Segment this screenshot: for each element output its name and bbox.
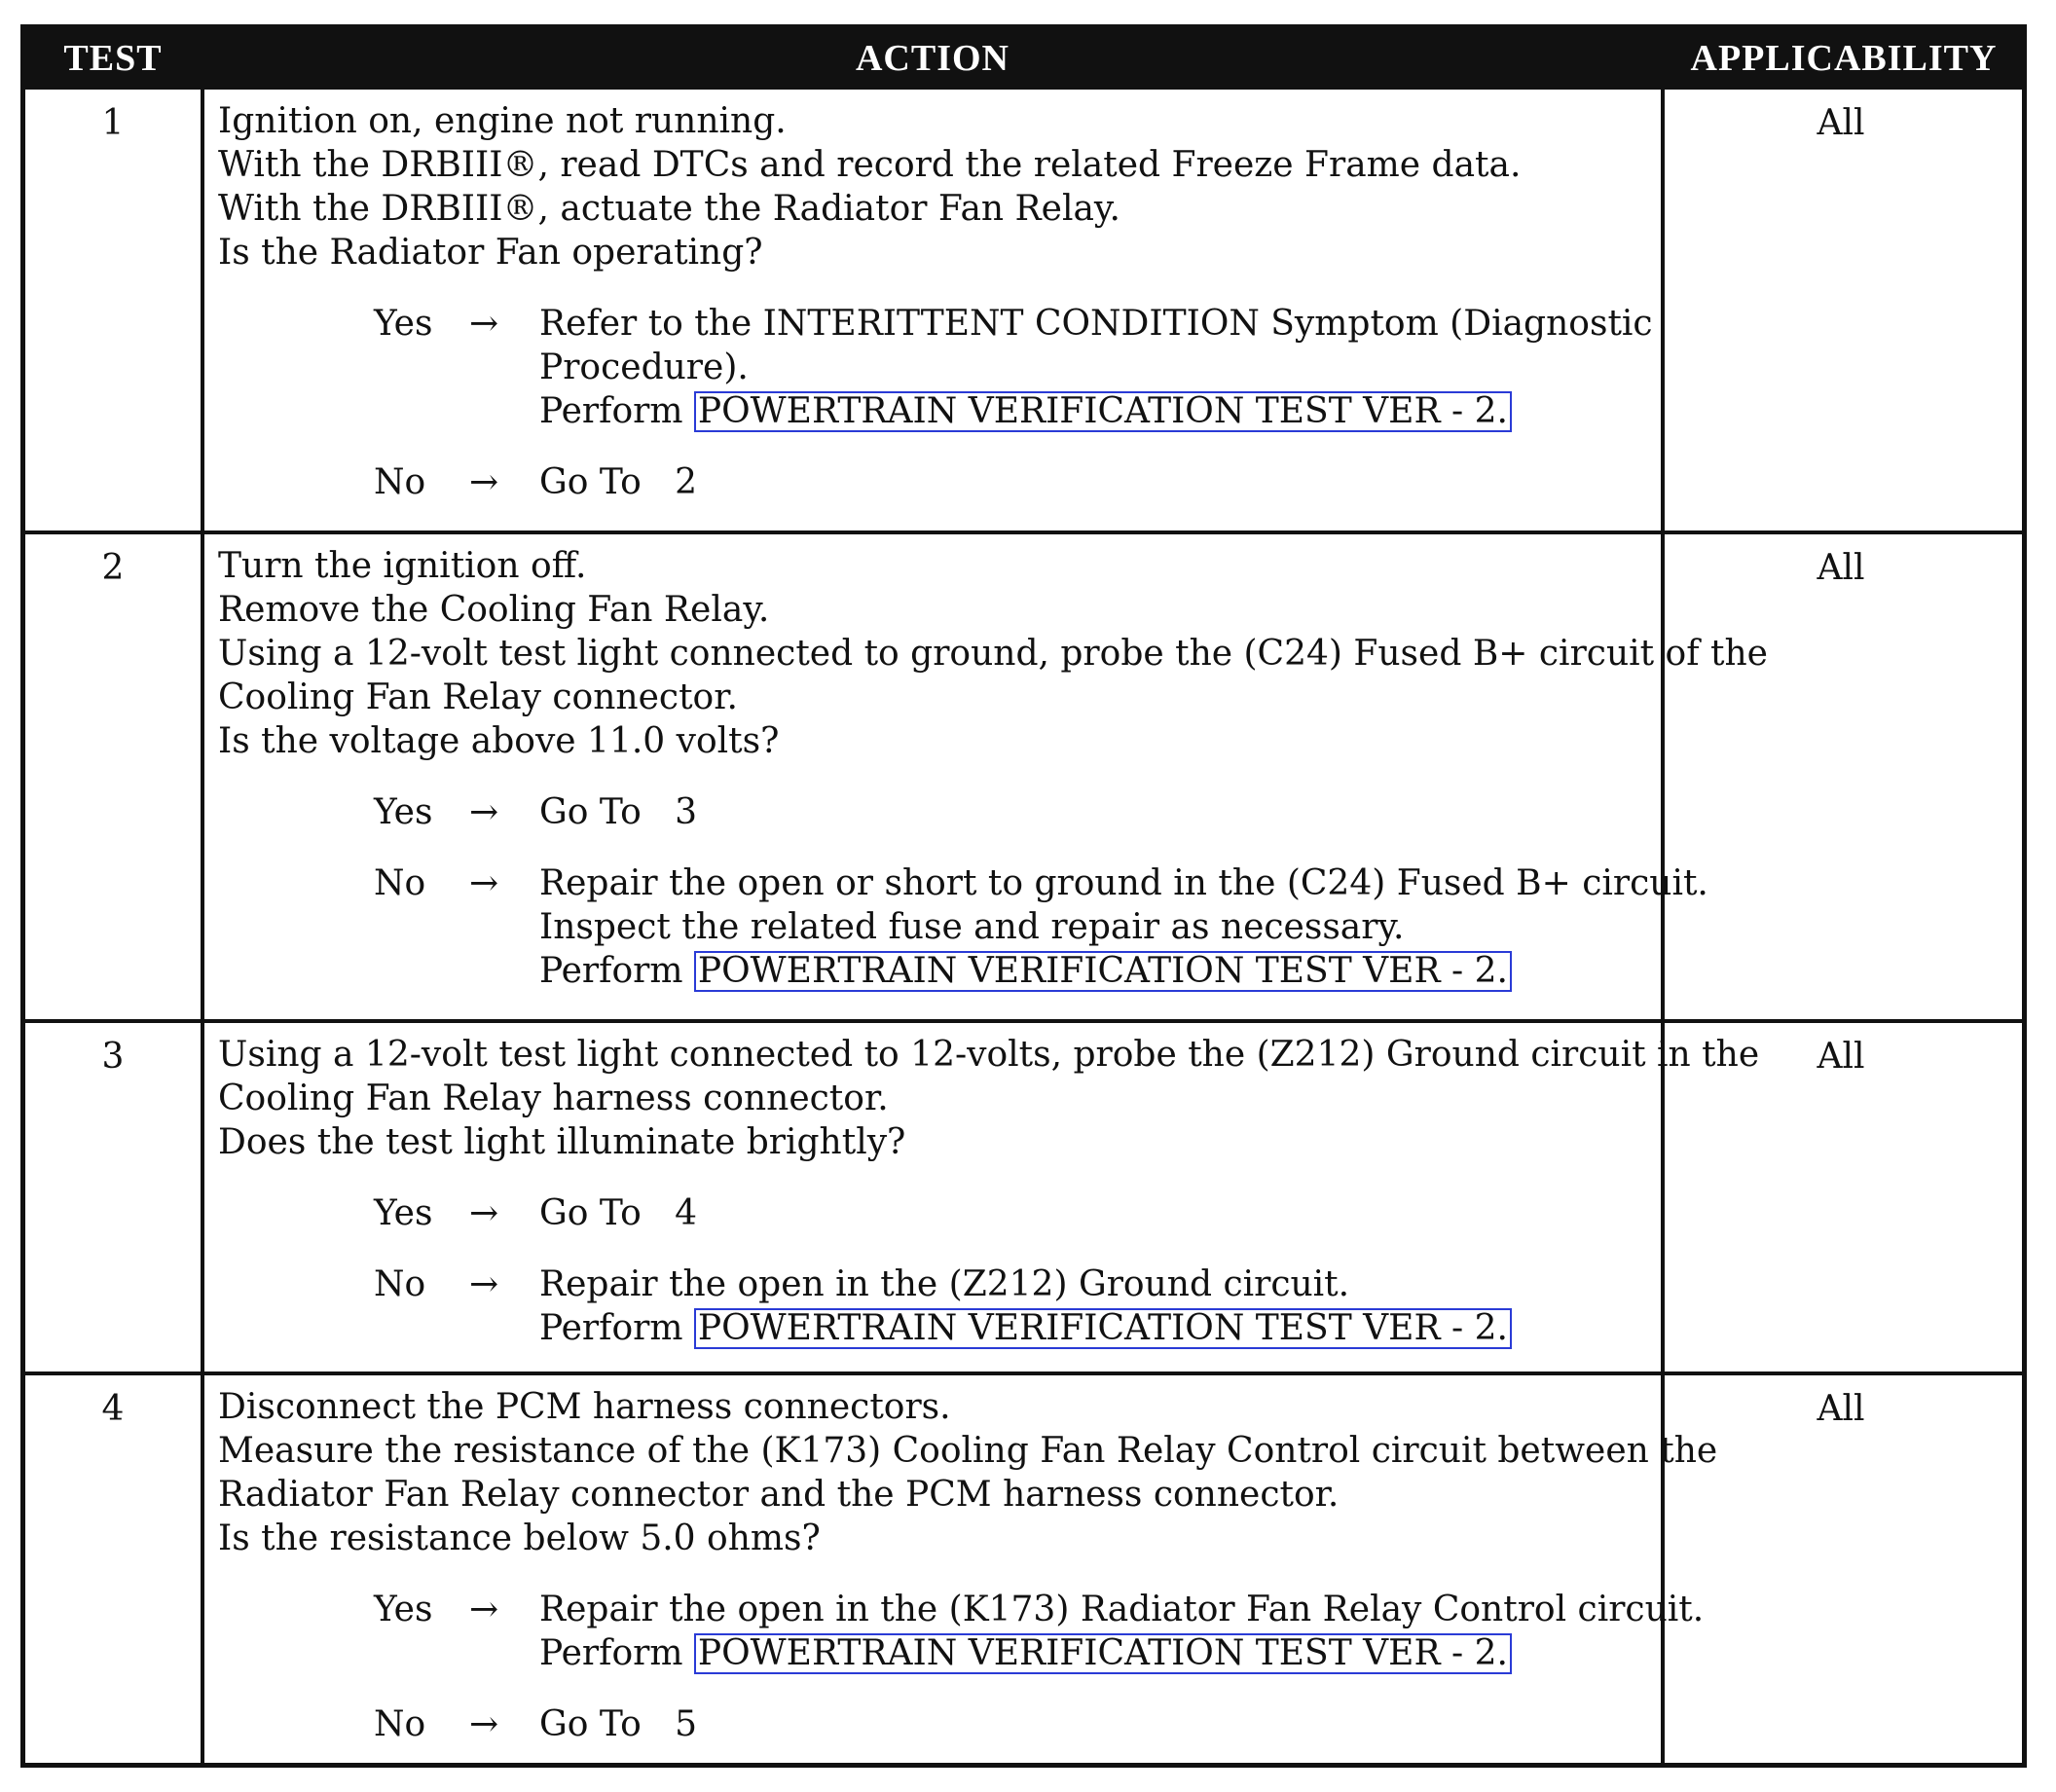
table-row: [25, 1371, 2022, 1764]
table-row: [25, 530, 2022, 1019]
yes-label: Yes: [374, 1590, 433, 1629]
action-line: Ignition on, engine not running.: [218, 101, 787, 141]
response-line: Inspect the related fuse and repair as necessary.: [539, 907, 1405, 947]
goto-target: 3: [675, 792, 698, 832]
action-line: Disconnect the PCM harness connectors.: [218, 1387, 951, 1427]
perform-label: Perform: [539, 391, 683, 431]
action-line: Radiator Fan Relay connector and the PCM harness connector.: [218, 1475, 1340, 1515]
action-line: Remove the Cooling Fan Relay.: [218, 590, 770, 630]
yes-response: [218, 302, 1669, 433]
arrow-icon: →: [469, 1704, 499, 1744]
no-label: No: [374, 1704, 426, 1744]
action-line: Measure the resistance of the (K173) Cooling Fan Relay Control circuit between the: [218, 1431, 1718, 1471]
table-row: [25, 1019, 2022, 1371]
action-line: Is the Radiator Fan operating?: [218, 233, 763, 273]
goto-target: 2: [675, 462, 698, 502]
yes-response: [218, 1588, 1705, 1675]
response-line: Repair the open or short to ground in the (C24) Fused B+ circuit.: [539, 863, 1708, 903]
header-action: ACTION: [855, 38, 1010, 79]
table-row: [25, 90, 2022, 530]
verification-test-link[interactable]: POWERTRAIN VERIFICATION TEST VER - 2.: [694, 391, 1512, 432]
no-response: [218, 460, 1669, 504]
diagnostic-test-table: [20, 24, 2027, 1768]
action-cell: [218, 1385, 1718, 1746]
no-response: [218, 861, 1708, 993]
goto-label: Go To: [539, 462, 642, 502]
action-cell: [218, 1033, 1760, 1350]
arrow-icon: →: [469, 304, 499, 344]
perform-label: Perform: [539, 1633, 683, 1673]
action-line: With the DRBIII®, actuate the Radiator Fan Relay.: [218, 189, 1120, 229]
no-response: [218, 1262, 1669, 1350]
arrow-icon: →: [469, 1193, 499, 1233]
arrow-icon: →: [469, 1590, 499, 1629]
yes-label: Yes: [374, 792, 433, 832]
arrow-icon: →: [469, 863, 499, 903]
verification-test-link[interactable]: POWERTRAIN VERIFICATION TEST VER - 2.: [694, 1308, 1512, 1349]
action-line: Does the test light illuminate brightly?: [218, 1122, 906, 1162]
arrow-icon: →: [469, 1264, 499, 1304]
response-line: Repair the open in the (Z212) Ground circuit.: [539, 1264, 1350, 1304]
response-line: Repair the open in the (K173) Radiator Fan Relay Control circuit.: [539, 1590, 1705, 1629]
yes-label: Yes: [374, 1193, 433, 1233]
applicability-value: All: [1817, 1389, 1865, 1429]
action-line: Using a 12-volt test light connected to ground, probe the (C24) Fused B+ circuit of the: [218, 634, 1768, 674]
action-line: Cooling Fan Relay harness connector.: [218, 1079, 889, 1118]
yes-response: [218, 790, 1669, 834]
yes-response: [218, 1191, 1669, 1235]
no-label: No: [374, 462, 426, 502]
action-cell: [218, 544, 1768, 993]
action-line: Using a 12-volt test light connected to 12-volts, probe the (Z212) Ground circuit in the: [218, 1035, 1760, 1075]
table-header: [25, 29, 2022, 90]
action-line: Turn the ignition off.: [218, 546, 587, 586]
no-response: [218, 1702, 1669, 1746]
arrow-icon: →: [469, 792, 499, 832]
action-line: With the DRBIII®, read DTCs and record the related Freeze Frame data.: [218, 145, 1522, 185]
action-line: Is the resistance below 5.0 ohms?: [218, 1518, 821, 1558]
test-number: 2: [101, 548, 125, 588]
action-line: Is the voltage above 11.0 volts?: [218, 721, 780, 761]
action-line: Cooling Fan Relay connector.: [218, 677, 738, 717]
action-cell: [218, 99, 1669, 504]
response-line: Refer to the INTERITTENT CONDITION Symptom (Diagnostic: [539, 304, 1653, 344]
applicability-value: All: [1817, 103, 1865, 143]
header-applicability: APPLICABILITY: [1690, 38, 1998, 79]
goto-label: Go To: [539, 1193, 642, 1233]
goto-target: 4: [675, 1193, 698, 1233]
applicability-value: All: [1817, 1037, 1865, 1077]
goto-label: Go To: [539, 792, 642, 832]
perform-label: Perform: [539, 951, 683, 991]
arrow-icon: →: [469, 462, 499, 502]
perform-label: Perform: [539, 1308, 683, 1348]
response-line: Procedure).: [539, 347, 749, 387]
goto-label: Go To: [539, 1704, 642, 1744]
verification-test-link[interactable]: POWERTRAIN VERIFICATION TEST VER - 2.: [694, 951, 1512, 992]
header-test: TEST: [63, 38, 163, 79]
goto-target: 5: [675, 1704, 698, 1744]
verification-test-link[interactable]: POWERTRAIN VERIFICATION TEST VER - 2.: [694, 1633, 1512, 1674]
no-label: No: [374, 863, 426, 903]
no-label: No: [374, 1264, 426, 1304]
yes-label: Yes: [374, 304, 433, 344]
applicability-value: All: [1817, 548, 1865, 588]
test-number: 4: [101, 1389, 125, 1429]
test-number: 3: [101, 1037, 125, 1077]
test-number: 1: [101, 103, 125, 143]
